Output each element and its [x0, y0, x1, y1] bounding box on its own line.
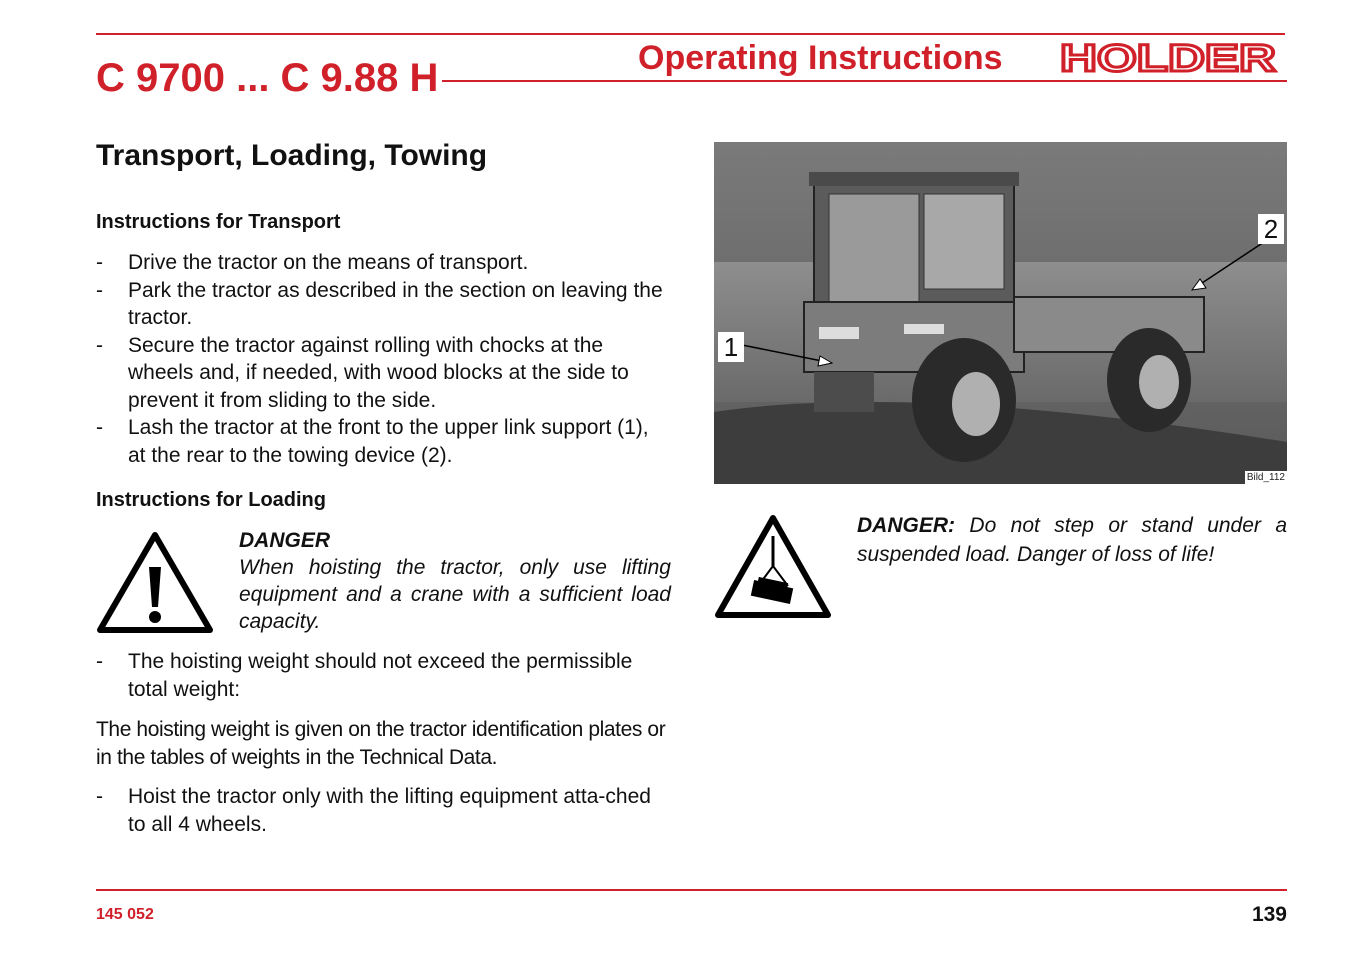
- suspended-load-warning-icon: [714, 514, 832, 620]
- model-title: C 9700 ... C 9.88 H: [96, 56, 439, 100]
- list-item: - Drive the tractor on the means of transport.: [96, 251, 529, 274]
- doc-title: Operating Instructions: [638, 39, 1003, 77]
- list-item: - The hoisting weight should not exceed the permissible total weight:: [96, 650, 633, 701]
- list-item-text: Lash the tractor at the front to the upper link support (1), at the rear to the towing device (2).: [128, 416, 649, 467]
- list-item: - Hoist the tractor only with the lifting equipment atta-ched to all 4 wheels.: [96, 785, 651, 836]
- warning-exclamation-icon: [96, 531, 214, 635]
- header-top-rule: [96, 33, 1285, 35]
- list-item-text: The hoisting weight should not exceed the permissible total weight:: [128, 650, 633, 701]
- callout-1: 1: [718, 332, 744, 362]
- tractor-photo: [714, 142, 1287, 484]
- danger-notice-suspended-load: [857, 511, 1287, 569]
- photo-caption: Bild_112: [1246, 472, 1285, 483]
- list-item-text: Hoist the tractor only with the lifting equipment atta-ched to all 4 wheels.: [128, 785, 651, 836]
- page-number: 139: [1251, 903, 1287, 926]
- weight-list: [96, 648, 666, 703]
- list-item-text: Park the tractor as described in the section on leaving the tractor.: [128, 278, 663, 329]
- list-item: - Lash the tractor at the front to the upper link support (1), at the rear to the towing device (2).: [96, 416, 649, 467]
- tractor-illustration: [714, 142, 1287, 484]
- list-item-text: Secure the tractor against rolling with chocks at the wheels and, if needed, with wood blocks at the side to prevent it from sliding to the side.: [128, 333, 629, 412]
- hoisting-weight-paragraph: The hoisting weight is given on the tractor identification plates or in the tables of weights in the Technical Data.: [96, 718, 666, 769]
- list-item: - Park the tractor as described in the section on leaving the tractor.: [96, 278, 663, 329]
- danger-text: Do not step or stand under a suspended load. Danger of loss of life!: [857, 514, 1287, 566]
- loading-heading: Instructions for Loading: [96, 489, 326, 511]
- transport-list: [96, 249, 666, 469]
- transport-heading: Instructions for Transport: [96, 211, 341, 233]
- footer-rule: [96, 889, 1287, 891]
- holder-logo: [1060, 40, 1278, 76]
- list-item: - Secure the tractor against rolling with chocks at the wheels and, if needed, with wood blocks at the side to prevent it from sliding to the side.: [96, 333, 629, 412]
- danger-label: DANGER: [239, 529, 331, 552]
- danger-label: DANGER:: [857, 514, 955, 537]
- danger-text: When hoisting the tractor, only use lifting equipment and a crane with a sufficient load capacity.: [239, 556, 671, 633]
- hoist-list: [96, 783, 666, 838]
- brand-text: HOLDER: [1060, 40, 1276, 76]
- document-number: 145 052: [96, 906, 154, 923]
- callout-2: 2: [1258, 214, 1284, 244]
- danger-notice-hoisting: [239, 527, 671, 635]
- header-bottom-rule: [442, 80, 1287, 82]
- list-item-text: Drive the tractor on the means of transport.: [128, 251, 529, 274]
- section-title: Transport, Loading, Towing: [96, 139, 488, 172]
